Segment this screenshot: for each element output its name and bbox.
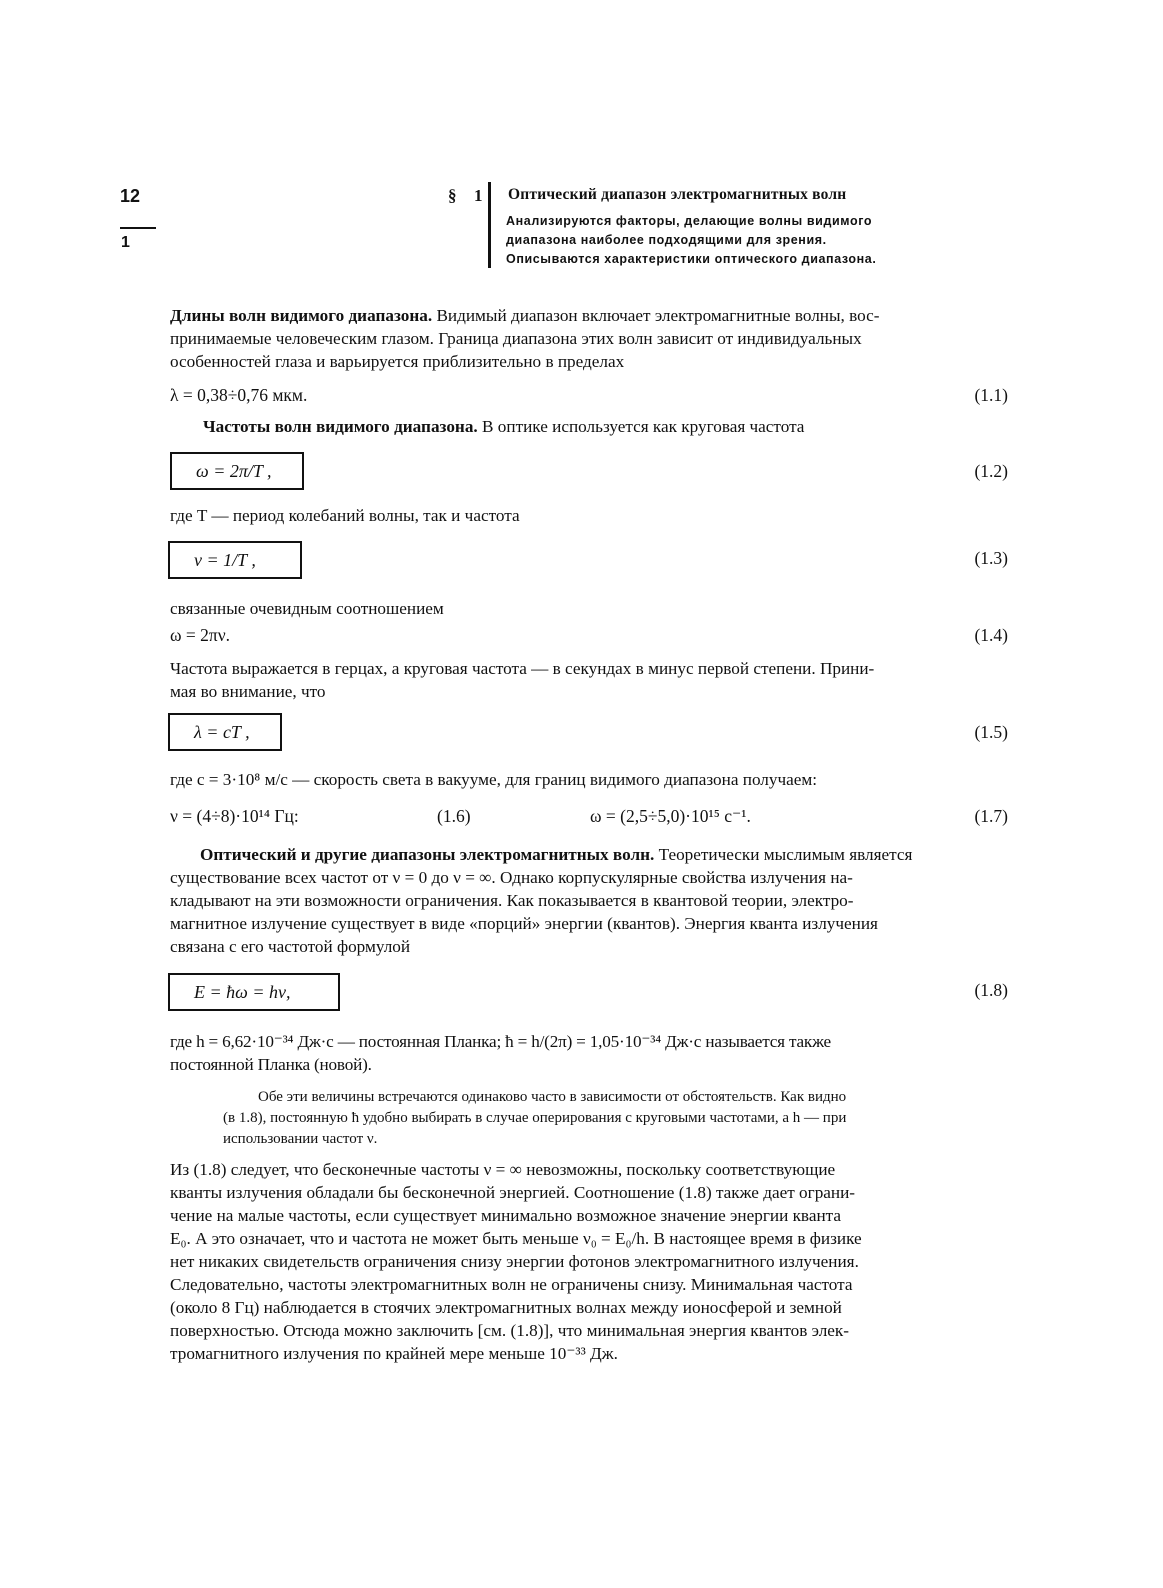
run-in-heading: Оптический и другие диапазоны электромагнитных волн. bbox=[200, 845, 655, 864]
text-line: где c = 3·10⁸ м/с — скорость света в вакууме, для границ видимого диапазона получаем: bbox=[170, 770, 818, 789]
abstract-line: Анализируются факторы, делающие волны видимого bbox=[506, 214, 873, 228]
equation-number: (1.2) bbox=[974, 461, 1008, 481]
text-line: Частота выражается в герцах, а круговая частота — в секундах в минус первой степени. Прини- bbox=[170, 659, 875, 678]
section-number: 1 bbox=[474, 186, 483, 205]
equation-1-1: λ = 0,38÷0,76 мкм. bbox=[170, 385, 308, 405]
text-line: Из (1.8) следует, что бесконечные частоты ν = ∞ невозможны, поскольку соответствующие bbox=[170, 1160, 836, 1179]
text-line: поверхностью. Отсюда можно заключить [см. (1.8)], что минимальная энергия квантов элек- bbox=[170, 1321, 849, 1340]
chapter-number: 1 bbox=[121, 234, 130, 251]
text-line: нет никаких свидетельств ограничения снизу энергии фотонов электромагнитного излучения. bbox=[170, 1252, 859, 1271]
equation-box-1-5: λ = cT , bbox=[168, 713, 282, 751]
paragraph-visible-wavelengths bbox=[170, 304, 1010, 373]
text-line: принимаемые человеческим глазом. Граница диапазона этих волн зависит от индивидуальных bbox=[170, 329, 862, 348]
text-line: чение на малые частоты, если существует минимально возможное значение энергии кванта bbox=[170, 1206, 841, 1225]
text-line: постоянной Планка (новой). bbox=[170, 1055, 372, 1074]
text-line: существование всех частот от ν = 0 до ν = ∞. Однако корпускулярные свойства излучения на- bbox=[170, 868, 853, 887]
equation-box-1-3: ν = 1/T , bbox=[168, 541, 302, 579]
text-line: особенностей глаза и варьируется приблизительно в пределах bbox=[170, 352, 625, 371]
equation-1-4: ω = 2πν. bbox=[170, 625, 231, 645]
equation-number: (1.6) bbox=[437, 806, 471, 826]
section-mark: § bbox=[448, 186, 457, 205]
note-line: использовании частот ν. bbox=[223, 1131, 378, 1147]
equation-number: (1.5) bbox=[974, 722, 1008, 742]
text-line: магнитное излучение существует в виде «порций» энергии (квантов). Энергия кванта излучения bbox=[170, 914, 878, 933]
note-block bbox=[223, 1087, 1008, 1150]
text-line: связана с его частотой формулой bbox=[170, 937, 411, 956]
paragraph-planck-constant bbox=[170, 1030, 1010, 1076]
text-line: мая во внимание, что bbox=[170, 682, 326, 701]
equation-box-1-2: ω = 2π/T , bbox=[170, 452, 304, 490]
equation-number: (1.7) bbox=[974, 806, 1008, 826]
abstract-line: Описываются характеристики оптического диапазона. bbox=[506, 252, 877, 266]
note-line: Обе эти величины встречаются одинаково часто в зависимости от обстоятельств. Как видно bbox=[258, 1089, 847, 1105]
equation-1-7: ω = (2,5÷5,0)·10¹⁵ с⁻¹. bbox=[590, 806, 751, 826]
paragraph-frequency-units bbox=[170, 657, 1010, 703]
text-line: где h = 6,62·10⁻³⁴ Дж·с — постоянная Планка; ħ = h/(2π) = 1,05·10⁻³⁴ Дж·с называется также bbox=[170, 1032, 831, 1051]
abstract-line: диапазона наиболее подходящими для зрения. bbox=[506, 233, 827, 247]
text-line: В оптике используется как круговая частота bbox=[482, 417, 805, 436]
equation-box-1-8: E = ħω = hν, bbox=[168, 973, 340, 1011]
text-line: Теоретически мыслимым является bbox=[658, 845, 913, 864]
text-line: (около 8 Гц) наблюдается в стоячих электромагнитных волнах между ионосферой и земной bbox=[170, 1298, 842, 1317]
run-in-heading: Частоты волн видимого диапазона. bbox=[203, 417, 478, 436]
run-in-heading: Длины волн видимого диапазона. bbox=[170, 306, 433, 325]
paragraph-frequency-limits bbox=[170, 1158, 1010, 1365]
note-line: (в 1.8), постоянную ħ удобно выбирать в случае оперирования с круговыми частотами, а h — при bbox=[223, 1110, 847, 1126]
text-line: где T — период колебаний волны, так и частота bbox=[170, 506, 520, 525]
paragraph-visible-frequencies bbox=[203, 415, 1003, 438]
section-title: Оптический диапазон электромагнитных волн bbox=[508, 186, 847, 203]
equation-number: (1.4) bbox=[974, 625, 1008, 645]
equation-1-6: ν = (4÷8)·10¹⁴ Гц: bbox=[170, 806, 299, 826]
equation-number: (1.3) bbox=[974, 548, 1008, 568]
text-line: Следовательно, частоты электромагнитных волн не ограничены снизу. Минимальная частота bbox=[170, 1275, 853, 1294]
text-line: кванты излучения обладали бы бесконечной энергией. Соотношение (1.8) также дает ограни- bbox=[170, 1183, 856, 1202]
text-line: Видимый диапазон включает электромагнитные волны, вос- bbox=[436, 306, 880, 325]
equation-number: (1.8) bbox=[974, 980, 1008, 1000]
text-line: тромагнитного излучения по крайней мере меньше 10⁻³³ Дж. bbox=[170, 1344, 618, 1363]
section-bar bbox=[488, 182, 491, 268]
section-abstract bbox=[506, 212, 936, 269]
paragraph-optical-and-other-ranges bbox=[170, 843, 1010, 958]
text-line: связанные очевидным соотношением bbox=[170, 599, 444, 618]
chapter-divider bbox=[120, 227, 156, 229]
page-number: 12 bbox=[120, 186, 141, 206]
text-line: E₀. А это означает, что и частота не может быть меньше ν₀ = E₀/h. В настоящее время в физике bbox=[170, 1229, 862, 1248]
equation-number: (1.1) bbox=[974, 385, 1008, 405]
text-line: кладывают на эти возможности ограничения. Как показывается в квантовой теории, электро- bbox=[170, 891, 854, 910]
